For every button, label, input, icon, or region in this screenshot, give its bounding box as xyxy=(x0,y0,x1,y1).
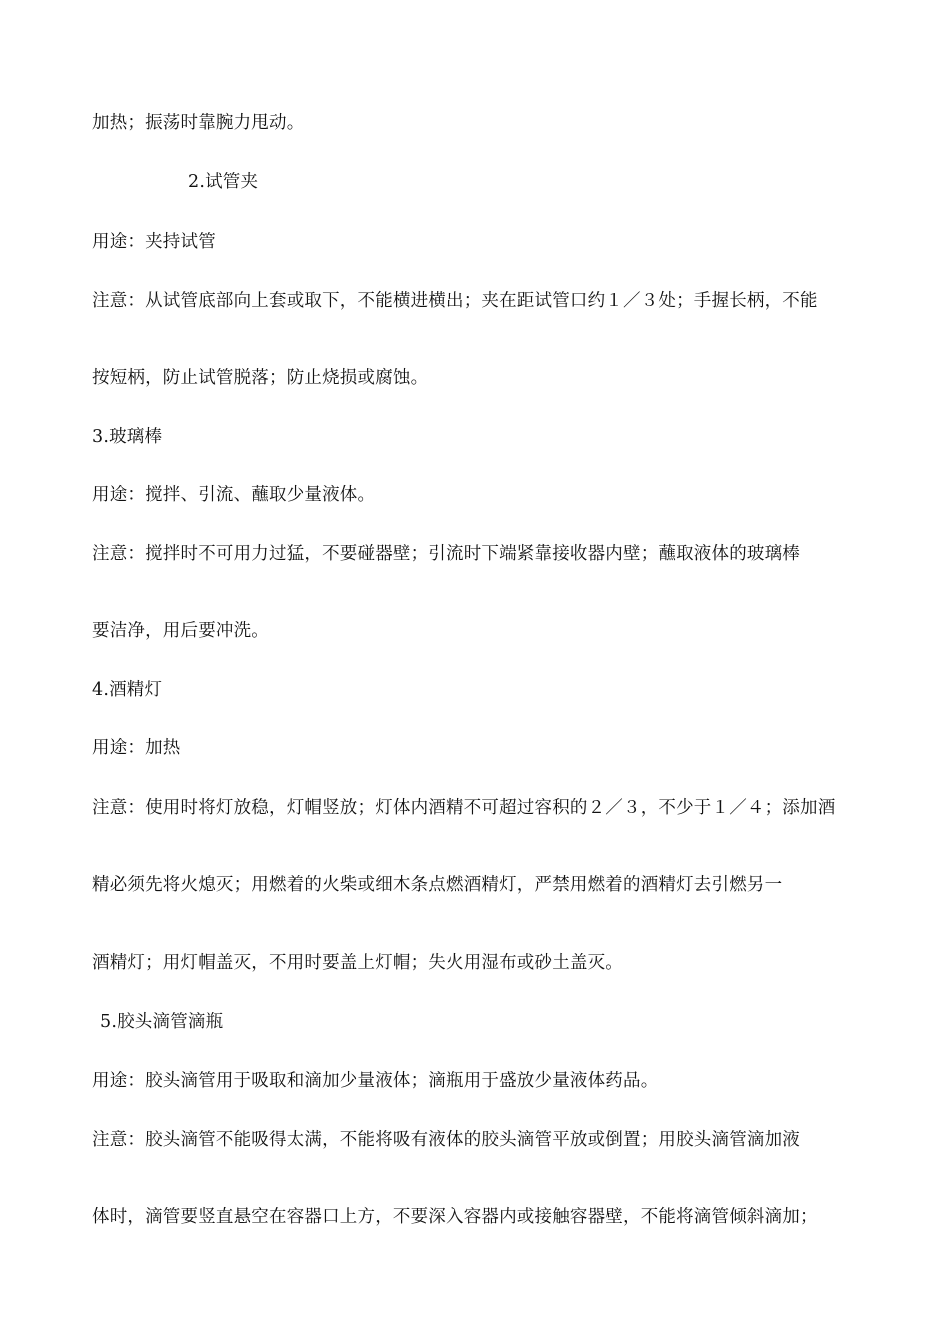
note-line-alcohol-lamp-2: 精必须先将火熄灭；用燃着的火柴或细木条点燃酒精灯，严禁用燃着的酒精灯去引燃另一 xyxy=(92,875,783,895)
note-line-test-tube-clamp-1: 注意：从试管底部向上套或取下，不能横进横出；夹在距试管口约１／３处；手握长柄，不能 xyxy=(92,291,818,311)
usage-line-test-tube-clamp: 用途：夹持试管 xyxy=(92,232,216,252)
note-line-glass-rod-1: 注意：搅拌时不可用力过猛，不要碰器壁；引流时下端紧靠接收器内壁；蘸取液体的玻璃棒 xyxy=(92,544,800,564)
text-line-heating-shake: 加热；振荡时靠腕力甩动。 xyxy=(92,113,305,133)
section-heading-test-tube-clamp: 2.试管夹 xyxy=(188,172,259,192)
section-heading-dropper: 5.胶头滴管滴瓶 xyxy=(100,1012,224,1032)
note-line-alcohol-lamp-3: 酒精灯；用灯帽盖灭，不用时要盖上灯帽；失火用湿布或砂土盖灭。 xyxy=(92,953,623,973)
note-line-dropper-2: 体时，滴管要竖直悬空在容器口上方，不要深入容器内或接触容器壁，不能将滴管倾斜滴加； xyxy=(92,1207,818,1227)
note-line-dropper-1: 注意：胶头滴管不能吸得太满，不能将吸有液体的胶头滴管平放或倒置；用胶头滴管滴加液 xyxy=(92,1130,800,1150)
note-line-test-tube-clamp-2: 按短柄，防止试管脱落；防止烧损或腐蚀。 xyxy=(92,368,429,388)
section-heading-alcohol-lamp: 4.酒精灯 xyxy=(92,680,163,700)
usage-line-glass-rod: 用途：搅拌、引流、蘸取少量液体。 xyxy=(92,485,376,505)
usage-line-alcohol-lamp: 用途：加热 xyxy=(92,738,181,758)
section-heading-glass-rod: 3.玻璃棒 xyxy=(92,427,163,447)
note-line-glass-rod-2: 要洁净，用后要冲洗。 xyxy=(92,621,269,641)
usage-line-dropper: 用途：胶头滴管用于吸取和滴加少量液体；滴瓶用于盛放少量液体药品。 xyxy=(92,1071,659,1091)
note-line-alcohol-lamp-1: 注意：使用时将灯放稳，灯帽竖放；灯体内酒精不可超过容积的２／３，不少于１／４；添加酒 xyxy=(92,798,836,818)
